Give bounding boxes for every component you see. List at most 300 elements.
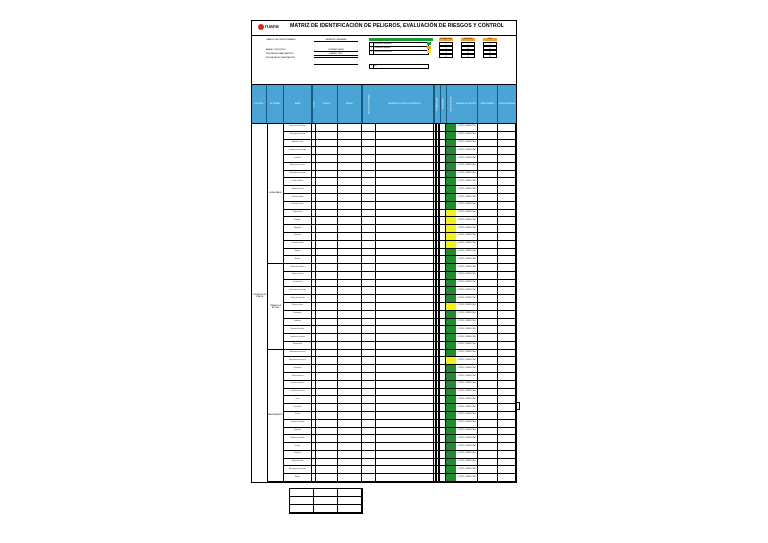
control-cell: CONTROL OPERACIONAL — [456, 428, 478, 435]
table-cell — [376, 163, 434, 170]
table-cell — [376, 132, 434, 139]
signature-cell: Nombre — [290, 497, 314, 505]
table-cell — [338, 319, 362, 326]
legend-key: 3 — [369, 50, 374, 55]
table-cell — [376, 264, 434, 271]
table-cell — [478, 342, 498, 349]
table-cell — [362, 140, 376, 147]
field-value — [314, 57, 358, 58]
table-cell — [478, 319, 498, 326]
table-cell — [316, 210, 338, 217]
table-cell — [316, 466, 338, 473]
table-cell — [498, 443, 516, 450]
table-row — [284, 155, 516, 163]
table-cell — [478, 171, 498, 178]
table-row — [284, 272, 516, 280]
table-cell — [478, 357, 498, 364]
risk-level-cell — [446, 396, 456, 403]
table-row — [284, 350, 516, 358]
task-cell: Mantenimiento eléctrico — [284, 350, 312, 357]
table-cell — [376, 357, 434, 364]
page-edge-mark — [516, 402, 520, 410]
table-cell — [316, 186, 338, 193]
table-cell — [338, 404, 362, 411]
table-cell — [362, 334, 376, 341]
control-cell: CONTROL OPERACIONAL — [456, 264, 478, 271]
legend-label: Controles administrativos — [373, 50, 429, 55]
table-row — [284, 466, 516, 474]
table-cell — [338, 171, 362, 178]
control-cell: CONTROL OPERACIONAL — [456, 163, 478, 170]
risk-level-cell — [446, 287, 456, 294]
field-label: ÁREA O PROCESO — [266, 49, 286, 51]
table-cell — [478, 280, 498, 287]
table-cell — [498, 155, 516, 162]
control-cell: CONTROL OPERACIONAL — [456, 194, 478, 201]
table-cell — [316, 435, 338, 442]
column-header: RESPONSABLE — [478, 85, 498, 123]
task-cell: Calibración — [284, 451, 312, 458]
table-row — [284, 256, 516, 264]
table-cell — [498, 474, 516, 481]
table-row — [284, 194, 516, 202]
activity-label: MANTENIMIENTO — [267, 413, 284, 416]
table-cell — [362, 202, 376, 209]
risk-level-cell — [446, 202, 456, 209]
table-cell — [478, 217, 498, 224]
process-label: OPERACIÓN DE PLANTA — [252, 294, 267, 299]
legend-swatch — [427, 46, 431, 49]
table-cell — [316, 202, 338, 209]
column-header: PROBABILIDAD — [434, 85, 440, 123]
table-cell — [338, 326, 362, 333]
table-cell — [316, 303, 338, 310]
risk-matrix-cell: 12 — [483, 54, 497, 58]
task-cell: Recepción de materiales — [284, 124, 312, 131]
table-cell — [316, 451, 338, 458]
task-cell: Reporte — [284, 474, 312, 481]
table-cell — [338, 365, 362, 372]
table-cell — [498, 381, 516, 388]
table-cell — [376, 272, 434, 279]
activity-label: TRABAJO EN ALTURA — [269, 304, 282, 310]
table-cell — [478, 155, 498, 162]
table-cell — [316, 381, 338, 388]
task-cell: Revisión de anclajes — [284, 326, 312, 333]
control-cell: CONTROL OPERACIONAL — [456, 171, 478, 178]
table-cell — [362, 163, 376, 170]
table-cell — [316, 171, 338, 178]
risk-level-cell — [446, 373, 456, 380]
risk-level-cell — [446, 459, 456, 466]
table-row — [284, 171, 516, 179]
task-cell: Almacenaje en racks — [284, 163, 312, 170]
control-cell: CONTROL OPERACIONAL — [456, 389, 478, 396]
control-cell: CONTROL OPERACIONAL — [456, 311, 478, 318]
table-cell — [362, 132, 376, 139]
control-cell: CONTROL OPERACIONAL — [456, 217, 478, 224]
table-cell — [316, 194, 338, 201]
table-cell — [316, 155, 338, 162]
table-cell — [316, 357, 338, 364]
table-cell — [376, 466, 434, 473]
signature-cell: Nombre — [338, 497, 362, 505]
table-cell — [376, 147, 434, 154]
table-cell — [316, 225, 338, 232]
table-cell — [498, 280, 516, 287]
table-cell — [376, 381, 434, 388]
column-header: MEDIDAS DE CONTROL EXISTENTES — [376, 85, 434, 123]
table-cell — [316, 140, 338, 147]
table-cell — [362, 319, 376, 326]
table-cell — [478, 241, 498, 248]
task-cell: Lubricación — [284, 365, 312, 372]
table-cell — [478, 163, 498, 170]
table-cell — [316, 272, 338, 279]
table-row — [284, 373, 516, 381]
table-cell — [376, 249, 434, 256]
table-cell — [478, 132, 498, 139]
control-cell: CONTROL OPERACIONAL — [456, 155, 478, 162]
table-cell — [338, 303, 362, 310]
control-cell: CONTROL OPERACIONAL — [456, 412, 478, 419]
risk-level-cell — [446, 474, 456, 481]
field-line — [314, 64, 358, 65]
column-header: PROCESO — [252, 85, 267, 123]
column-header: RIESGO RESIDUAL — [498, 102, 516, 105]
table-cell — [478, 186, 498, 193]
table-cell — [376, 202, 434, 209]
table-cell — [338, 451, 362, 458]
table-cell — [362, 396, 376, 403]
signature-cell: APROBADO POR — [338, 489, 362, 497]
table-cell — [478, 381, 498, 388]
table-cell — [362, 428, 376, 435]
task-cell: Inventario — [284, 155, 312, 162]
risk-matrix-cell: 9 — [483, 50, 497, 54]
risk-level-cell — [446, 272, 456, 279]
table-cell — [362, 474, 376, 481]
table-row — [284, 124, 516, 132]
table-row — [284, 140, 516, 148]
control-cell: CONTROL OPERACIONAL — [456, 272, 478, 279]
table-row — [284, 210, 516, 218]
control-cell: CONTROL OPERACIONAL — [456, 132, 478, 139]
table-cell — [362, 311, 376, 318]
risk-level-cell — [446, 194, 456, 201]
title-row — [252, 21, 516, 36]
table-cell — [316, 163, 338, 170]
table-cell — [376, 350, 434, 357]
table-cell — [376, 186, 434, 193]
table-cell — [362, 178, 376, 185]
table-cell — [498, 163, 516, 170]
risk-level-cell — [446, 412, 456, 419]
table-cell — [498, 389, 516, 396]
control-cell: CONTROL OPERACIONAL — [456, 319, 478, 326]
risk-level-cell — [446, 249, 456, 256]
control-cell: CONTROL OPERACIONAL — [456, 295, 478, 302]
table-cell — [376, 280, 434, 287]
table-cell — [362, 295, 376, 302]
table-cell — [478, 303, 498, 310]
table-cell — [316, 350, 338, 357]
table-cell — [362, 155, 376, 162]
table-row — [284, 389, 516, 397]
table-cell — [338, 264, 362, 271]
task-cell: Almacenaje de repuestos — [284, 466, 312, 473]
signature-cell: Firma — [338, 505, 362, 513]
risk-matrix-cell: 4 — [461, 46, 475, 50]
control-cell: CONTROL OPERACIONAL — [456, 241, 478, 248]
task-cell: Cambio de piezas — [284, 373, 312, 380]
risk-level-cell — [446, 357, 456, 364]
task-cell: Pruebas — [284, 443, 312, 450]
risk-level-cell — [446, 451, 456, 458]
table-cell — [376, 225, 434, 232]
risk-level-cell — [446, 381, 456, 388]
table-cell — [498, 132, 516, 139]
table-cell — [316, 428, 338, 435]
risk-level-cell — [446, 319, 456, 326]
control-cell: CONTROL OPERACIONAL — [456, 256, 478, 263]
signature-cell: Nombre — [314, 497, 338, 505]
table-cell — [376, 171, 434, 178]
control-cell: CONTROL OPERACIONAL — [456, 225, 478, 232]
table-cell — [362, 404, 376, 411]
control-cell: CONTROL OPERACIONAL — [456, 404, 478, 411]
table-cell — [362, 194, 376, 201]
table-cell — [316, 264, 338, 271]
task-cell: Cambio de luminarias — [284, 295, 312, 302]
table-cell — [338, 178, 362, 185]
table-cell — [478, 459, 498, 466]
risk-level-cell — [446, 303, 456, 310]
legend-key: 1 — [369, 42, 374, 47]
table-cell — [376, 155, 434, 162]
table-row — [284, 132, 516, 140]
column-header: RIESGO — [338, 85, 362, 123]
table-cell — [316, 287, 338, 294]
table-cell — [316, 132, 338, 139]
activity-cell — [267, 264, 284, 350]
table-row — [284, 381, 516, 389]
risk-level-cell — [446, 178, 456, 185]
table-cell — [338, 256, 362, 263]
task-cell: Uso de herramientas — [284, 389, 312, 396]
control-cell: CONTROL OPERACIONAL — [456, 342, 478, 349]
table-cell — [338, 249, 362, 256]
table-cell — [338, 443, 362, 450]
table-cell — [478, 210, 498, 217]
table-cell — [498, 396, 516, 403]
control-cell: CONTROL OPERACIONAL — [456, 178, 478, 185]
table-cell — [498, 186, 516, 193]
table-cell — [362, 435, 376, 442]
task-cell: Archivo — [284, 256, 312, 263]
table-cell — [376, 459, 434, 466]
table-cell — [338, 210, 362, 217]
table-cell — [376, 342, 434, 349]
table-cell — [376, 287, 434, 294]
table-cell — [376, 443, 434, 450]
table-cell — [362, 233, 376, 240]
table-cell — [316, 474, 338, 481]
table-cell — [362, 225, 376, 232]
task-cell: Corte — [284, 396, 312, 403]
risk-matrix-cell: 2 — [461, 42, 475, 46]
task-cell: Esmerilado — [284, 404, 312, 411]
risk-matrix-header: PROBABILIDAD — [440, 39, 452, 40]
table-cell — [478, 264, 498, 271]
table-cell — [478, 147, 498, 154]
table-cell — [362, 186, 376, 193]
table-cell — [498, 295, 516, 302]
table-cell — [338, 287, 362, 294]
table-cell — [316, 233, 338, 240]
table-cell — [376, 435, 434, 442]
table-cell — [478, 178, 498, 185]
table-cell — [478, 140, 498, 147]
column-header: ÍNDICE DE PERSONAS — [362, 85, 376, 123]
table-cell — [498, 147, 516, 154]
table-cell — [478, 443, 498, 450]
risk-level-cell — [446, 140, 456, 147]
table-cell — [376, 420, 434, 427]
column-header: MEDIDAS DE CONTROL — [456, 85, 478, 123]
table-cell — [316, 178, 338, 185]
table-cell — [316, 389, 338, 396]
table-cell — [362, 171, 376, 178]
table-cell — [338, 435, 362, 442]
table-cell — [338, 186, 362, 193]
table-row — [284, 459, 516, 467]
table-row — [284, 420, 516, 428]
table-cell — [478, 202, 498, 209]
table-cell — [316, 396, 338, 403]
table-cell — [362, 280, 376, 287]
table-row — [284, 287, 516, 295]
signature-cell: REVISADO POR — [314, 489, 338, 497]
table-row — [284, 280, 516, 288]
risk-level-cell — [446, 147, 456, 154]
table-cell — [376, 256, 434, 263]
control-cell: CONTROL OPERACIONAL — [456, 202, 478, 209]
table-cell — [478, 420, 498, 427]
task-cell: Montaje de andamios — [284, 264, 312, 271]
table-cell — [498, 303, 516, 310]
table-cell — [316, 249, 338, 256]
table-cell — [316, 124, 338, 131]
control-cell: CONTROL OPERACIONAL — [456, 147, 478, 154]
risk-level-cell — [446, 350, 456, 357]
table-cell — [478, 311, 498, 318]
risk-matrix-cell: 1 — [439, 42, 453, 46]
control-cell: CONTROL OPERACIONAL — [456, 280, 478, 287]
task-cell: Soldadura — [284, 319, 312, 326]
control-cell: CONTROL OPERACIONAL — [456, 303, 478, 310]
table-cell — [498, 233, 516, 240]
task-cell: Limpieza de equipos — [284, 420, 312, 427]
signature-block — [289, 488, 363, 514]
table-row — [284, 342, 516, 350]
table-cell — [478, 451, 498, 458]
table-cell — [478, 373, 498, 380]
table-cell — [338, 272, 362, 279]
table-row — [284, 202, 516, 210]
table-row — [284, 326, 516, 334]
table-cell — [338, 132, 362, 139]
table-cell — [498, 435, 516, 442]
table-row — [284, 303, 516, 311]
control-cell: CONTROL OPERACIONAL — [456, 396, 478, 403]
table-cell — [338, 155, 362, 162]
control-cell: CONTROL OPERACIONAL — [456, 186, 478, 193]
risk-level-cell — [446, 217, 456, 224]
table-row — [284, 311, 516, 319]
table-row — [284, 319, 516, 327]
task-cell: Limpieza de canaletas — [284, 334, 312, 341]
table-row — [284, 295, 516, 303]
table-cell — [338, 412, 362, 419]
task-cell: Inspección de estructuras — [284, 287, 312, 294]
table-cell — [498, 241, 516, 248]
table-row — [284, 249, 516, 257]
task-cell: Uso de escaleras — [284, 178, 312, 185]
table-cell — [478, 287, 498, 294]
risk-level-cell — [446, 256, 456, 263]
risk-level-cell — [446, 210, 456, 217]
risk-level-cell — [446, 124, 456, 131]
risk-matrix-cell: 8 — [461, 54, 475, 58]
table-cell — [478, 124, 498, 131]
table-cell — [478, 365, 498, 372]
table-cell — [338, 466, 362, 473]
risk-level-cell — [446, 326, 456, 333]
table-cell — [498, 287, 516, 294]
table-row — [284, 412, 516, 420]
risk-level-cell — [446, 280, 456, 287]
table-cell — [478, 233, 498, 240]
task-cell: Registro de fallas — [284, 459, 312, 466]
risk-level-cell — [446, 404, 456, 411]
task-cell: Pintura en altura — [284, 303, 312, 310]
table-cell — [338, 194, 362, 201]
company-logo — [258, 24, 280, 30]
control-cell: CONTROL OPERACIONAL — [456, 287, 478, 294]
table-cell — [338, 389, 362, 396]
task-cell: Mantenimiento mecánico — [284, 357, 312, 364]
table-header — [252, 85, 516, 124]
table-cell — [338, 420, 362, 427]
table-cell — [362, 210, 376, 217]
control-cell: CONTROL OPERACIONAL — [456, 451, 478, 458]
table-cell — [362, 124, 376, 131]
risk-level-cell — [446, 171, 456, 178]
table-cell — [498, 357, 516, 364]
task-cell: Inspección — [284, 428, 312, 435]
table-cell — [362, 272, 376, 279]
task-cell: Control de calidad — [284, 241, 312, 248]
table-cell — [362, 264, 376, 271]
table-cell — [376, 194, 434, 201]
risk-level-cell — [446, 155, 456, 162]
table-cell — [376, 396, 434, 403]
logo-text: ruana — [265, 24, 279, 30]
table-cell — [338, 225, 362, 232]
table-cell — [478, 466, 498, 473]
field-value: ENERO 2019 — [314, 53, 358, 56]
